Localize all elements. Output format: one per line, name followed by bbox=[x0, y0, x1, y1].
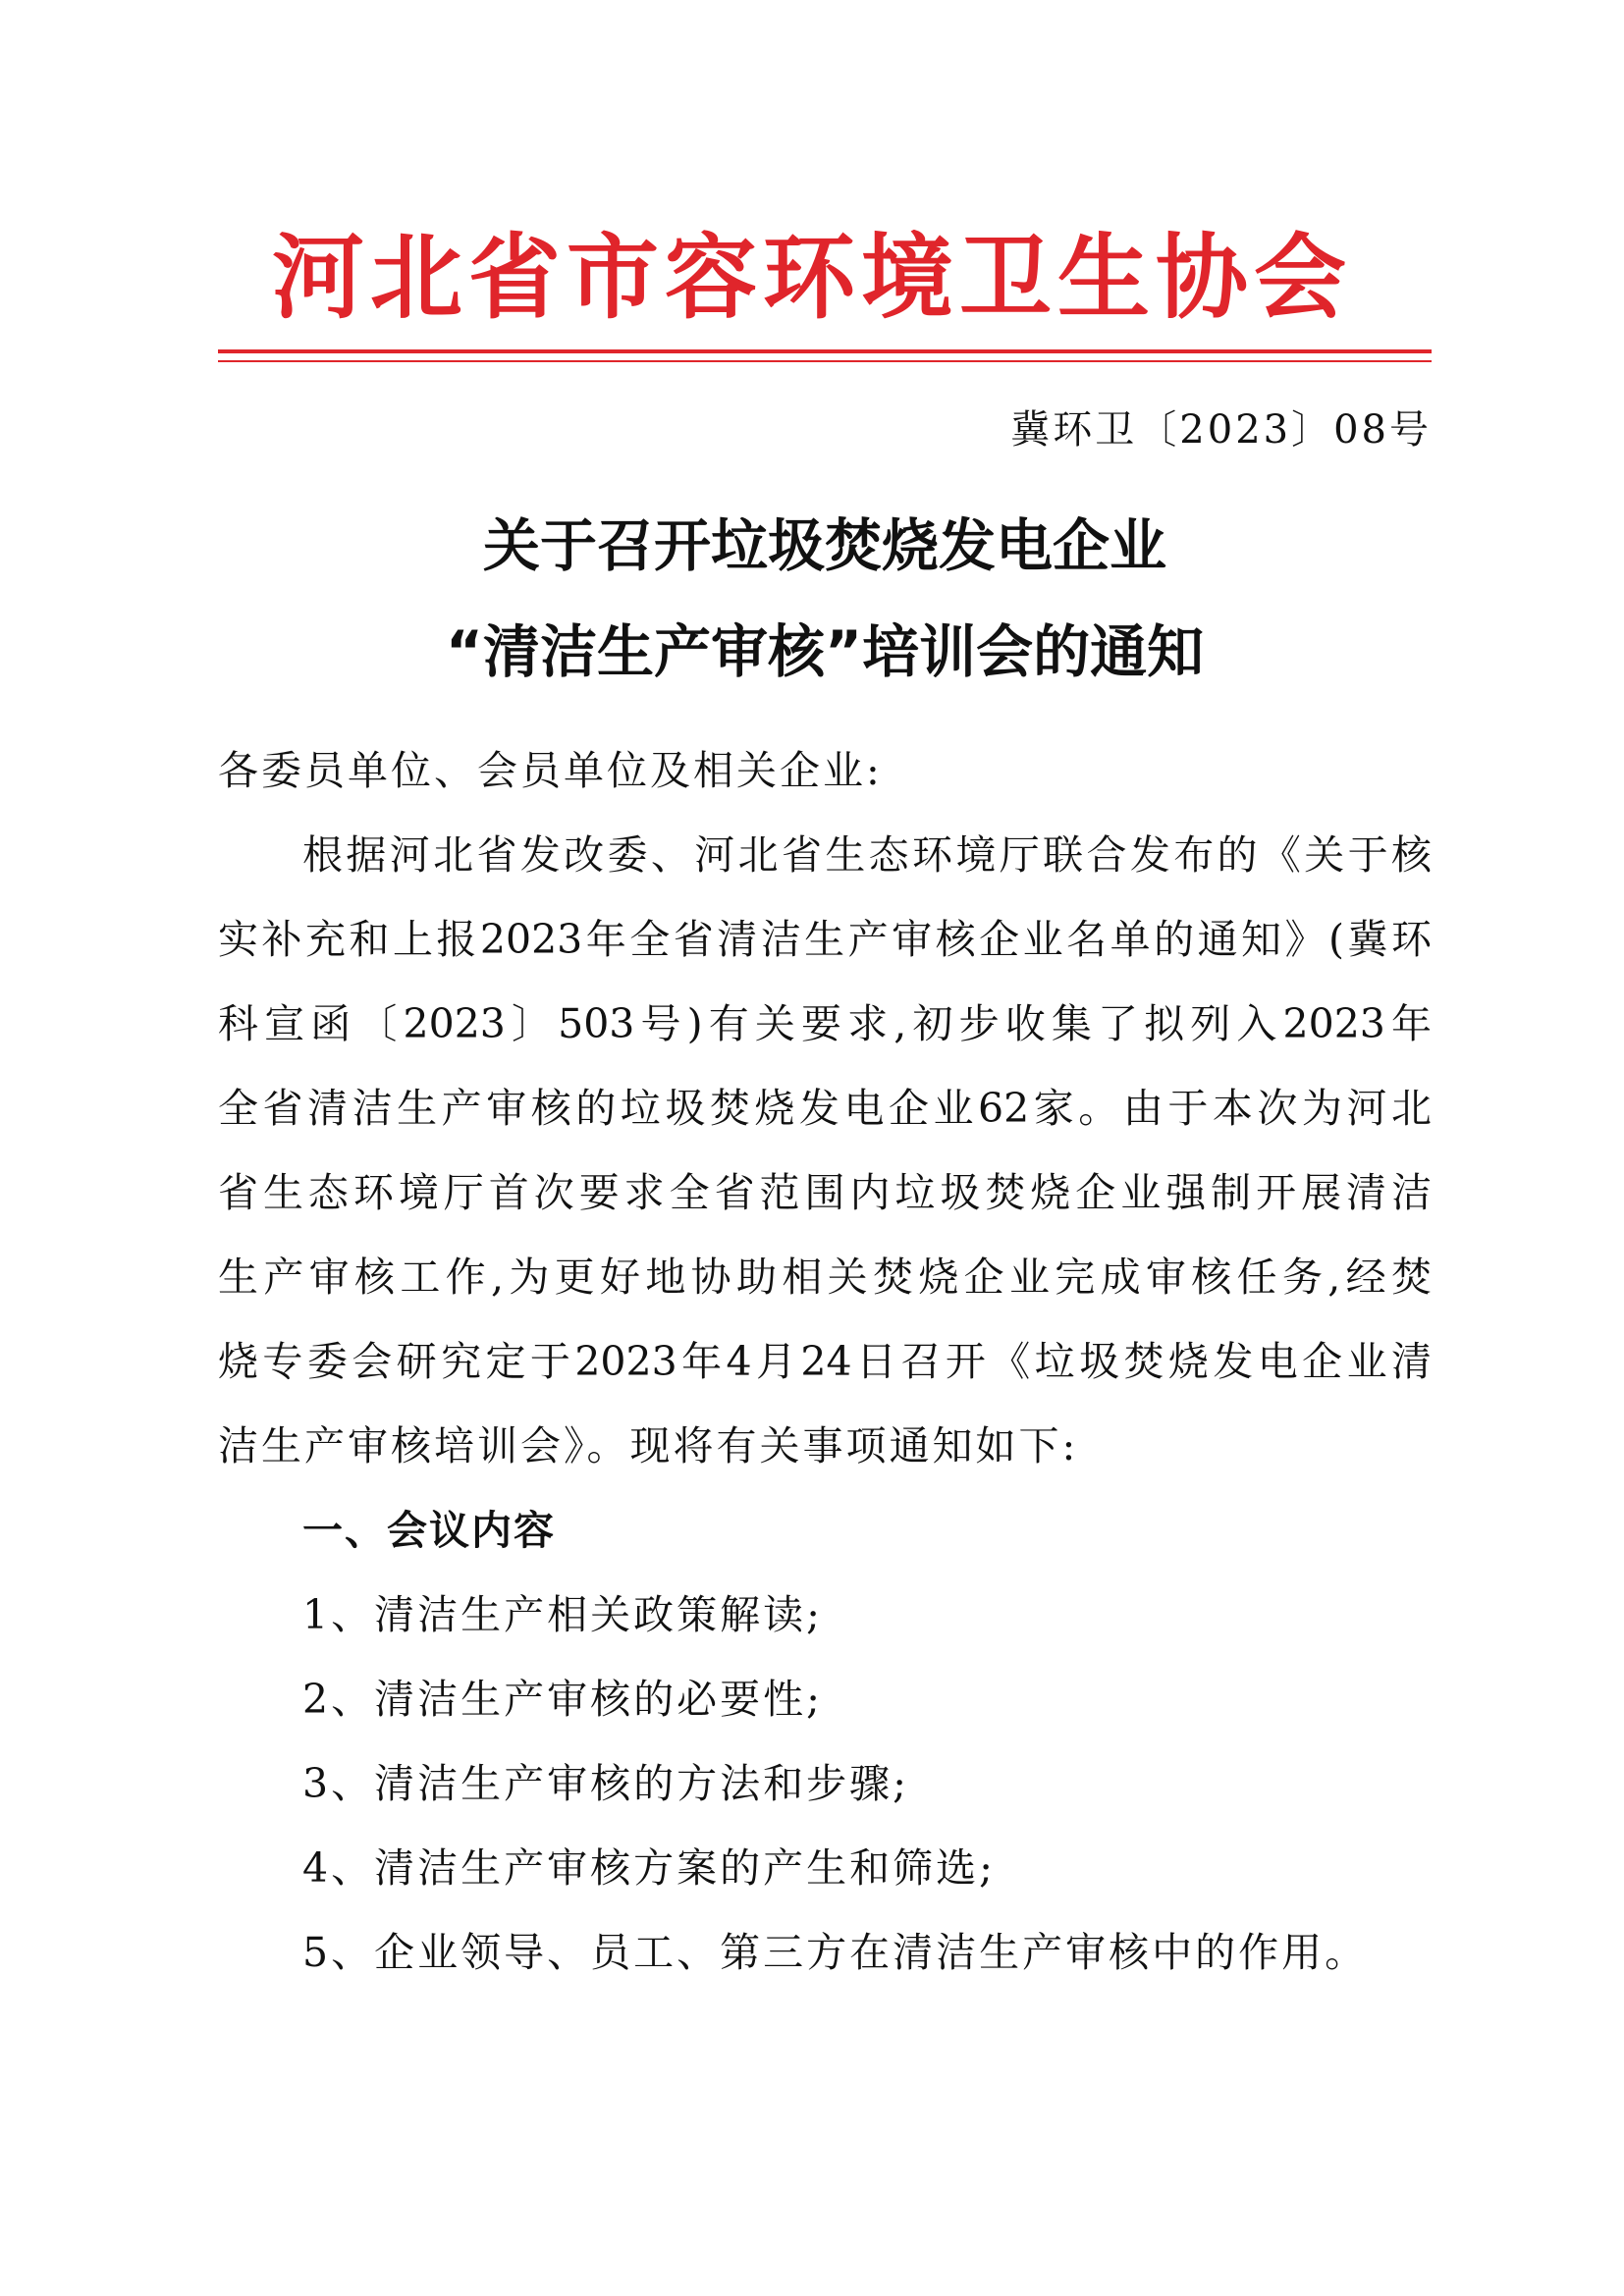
paragraph-line: 省生态环境厅首次要求全省范围内垃圾焚烧企业强制开展清洁 bbox=[218, 1169, 1432, 1216]
paragraph-line: 洁生产审核培训会》。现将有关事项通知如下: bbox=[218, 1422, 1079, 1469]
document-number: 冀环卫〔2023〕08号 bbox=[1010, 407, 1432, 453]
paragraph-line: 科宣函〔2023〕503号)有关要求,初步收集了拟列入2023年 bbox=[218, 1000, 1432, 1047]
list-item: 5、企业领导、员工、第三方在清洁生产审核中的作用。 bbox=[302, 1929, 1369, 1976]
paragraph-intro bbox=[218, 813, 1432, 1488]
section-heading: 一、会议内容 bbox=[302, 1507, 556, 1554]
paragraph-line: 全省清洁生产审核的垃圾焚烧发电企业62家。由于本次为河北 bbox=[218, 1085, 1432, 1132]
letterhead-rule-thin bbox=[218, 360, 1432, 362]
meeting-content-list bbox=[218, 1573, 1432, 1995]
letterhead-rule-thick bbox=[218, 349, 1432, 353]
paragraph-line: 实补充和上报2023年全省清洁生产审核企业名单的通知》(冀环 bbox=[218, 916, 1432, 963]
list-item: 2、清洁生产审核的必要性; bbox=[302, 1676, 823, 1723]
document-title-line-2: “清洁生产审核”培训会的通知 bbox=[445, 618, 1205, 685]
salutation: 各委员单位、会员单位及相关企业: bbox=[218, 747, 883, 794]
list-item: 3、清洁生产审核的方法和步骤; bbox=[302, 1760, 909, 1807]
document-title-line-1: 关于召开垃圾焚烧发电企业 bbox=[482, 512, 1166, 579]
paragraph-line: 生产审核工作,为更好地协助相关焚烧企业完成审核任务,经焚 bbox=[218, 1254, 1432, 1301]
document-body bbox=[218, 728, 1432, 1995]
paragraph-line: 烧专委会研究定于2023年4月24日召开《垃圾焚烧发电企业清 bbox=[218, 1338, 1432, 1385]
paragraph-line: 根据河北省发改委、河北省生态环境厅联合发布的《关于核 bbox=[302, 831, 1432, 879]
list-item: 1、清洁生产相关政策解读; bbox=[302, 1591, 823, 1638]
org-letterhead-title: 河北省市容环境卫生协会 bbox=[271, 224, 1352, 332]
list-item: 4、清洁生产审核方案的产生和筛选; bbox=[302, 1844, 996, 1892]
